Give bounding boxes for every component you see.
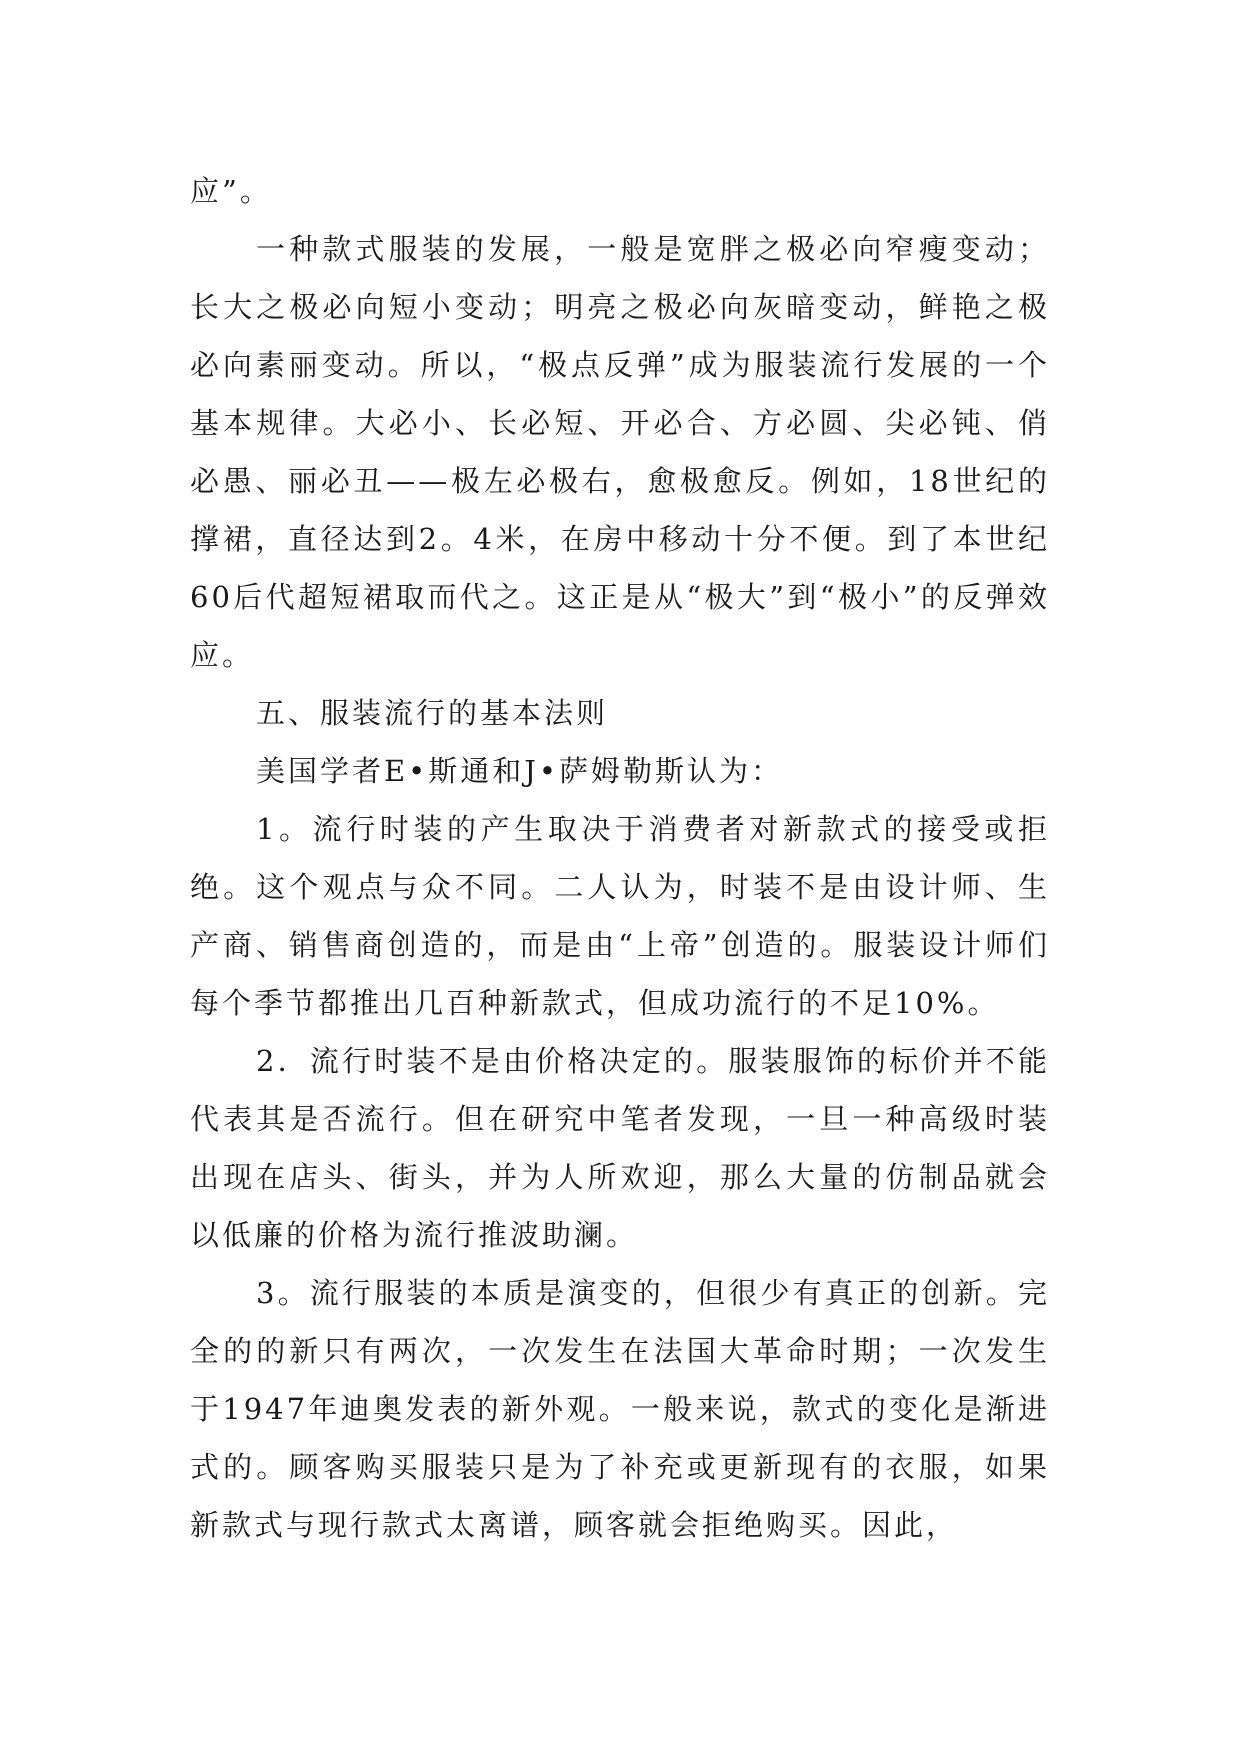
- paragraph-continuation: 应”。: [190, 174, 272, 208]
- body-text: [190, 162, 1050, 1554]
- paragraph-scholars-intro: 美国学者E•斯通和J•萨姆勒斯认为：: [256, 754, 784, 788]
- section-heading: 五、服装流行的基本法则: [256, 696, 609, 730]
- paragraph-rule-3: 3。流行服装的本质是演变的，但很少有真正的创新。完全的的新只有两次，一次发生在法国大革命时期；一次发生于1947年迪奥发表的新外观。一般来说，款式的变化是渐进式的。顾客购买服装只是为了补充或更新现有的衣服，如果新款式与现行款式太离谱，顾客就会拒绝购买。因此，: [190, 1276, 1050, 1542]
- paragraph-rule-1: 1。流行时装的产生取决于消费者对新款式的接受或拒绝。这个观点与众不同。二人认为，时装不是由设计师、生产商、销售商创造的，而是由“上帝”创造的。服装设计师们每个季节都推出几百种新款式，但成功流行的不足10%。: [190, 812, 1050, 1020]
- paragraph-rule-2: 2．流行时装不是由价格决定的。服装服饰的标价并不能代表其是否流行。但在研究中笔者发现，一旦一种高级时装出现在店头、街头，并为人所欢迎，那么大量的仿制品就会以低廉的价格为流行推波助澜。: [190, 1044, 1050, 1252]
- paragraph-rebound-law: 一种款式服装的发展，一般是宽胖之极必向窄瘦变动；长大之极必向短小变动；明亮之极必向灰暗变动，鲜艳之极必向素丽变动。所以，“极点反弹”成为服装流行发展的一个基本规律。大必小、长必短、开必合、方必圆、尖必钝、俏必愚、丽必丑——极左必极右，愈极愈反。例如，18世纪的撑裙，直径达到2。4米，在房中移动十分不便。到了本世纪60后代超短裙取而代之。这正是从“极大”到“极小”的反弹效应。: [190, 232, 1050, 672]
